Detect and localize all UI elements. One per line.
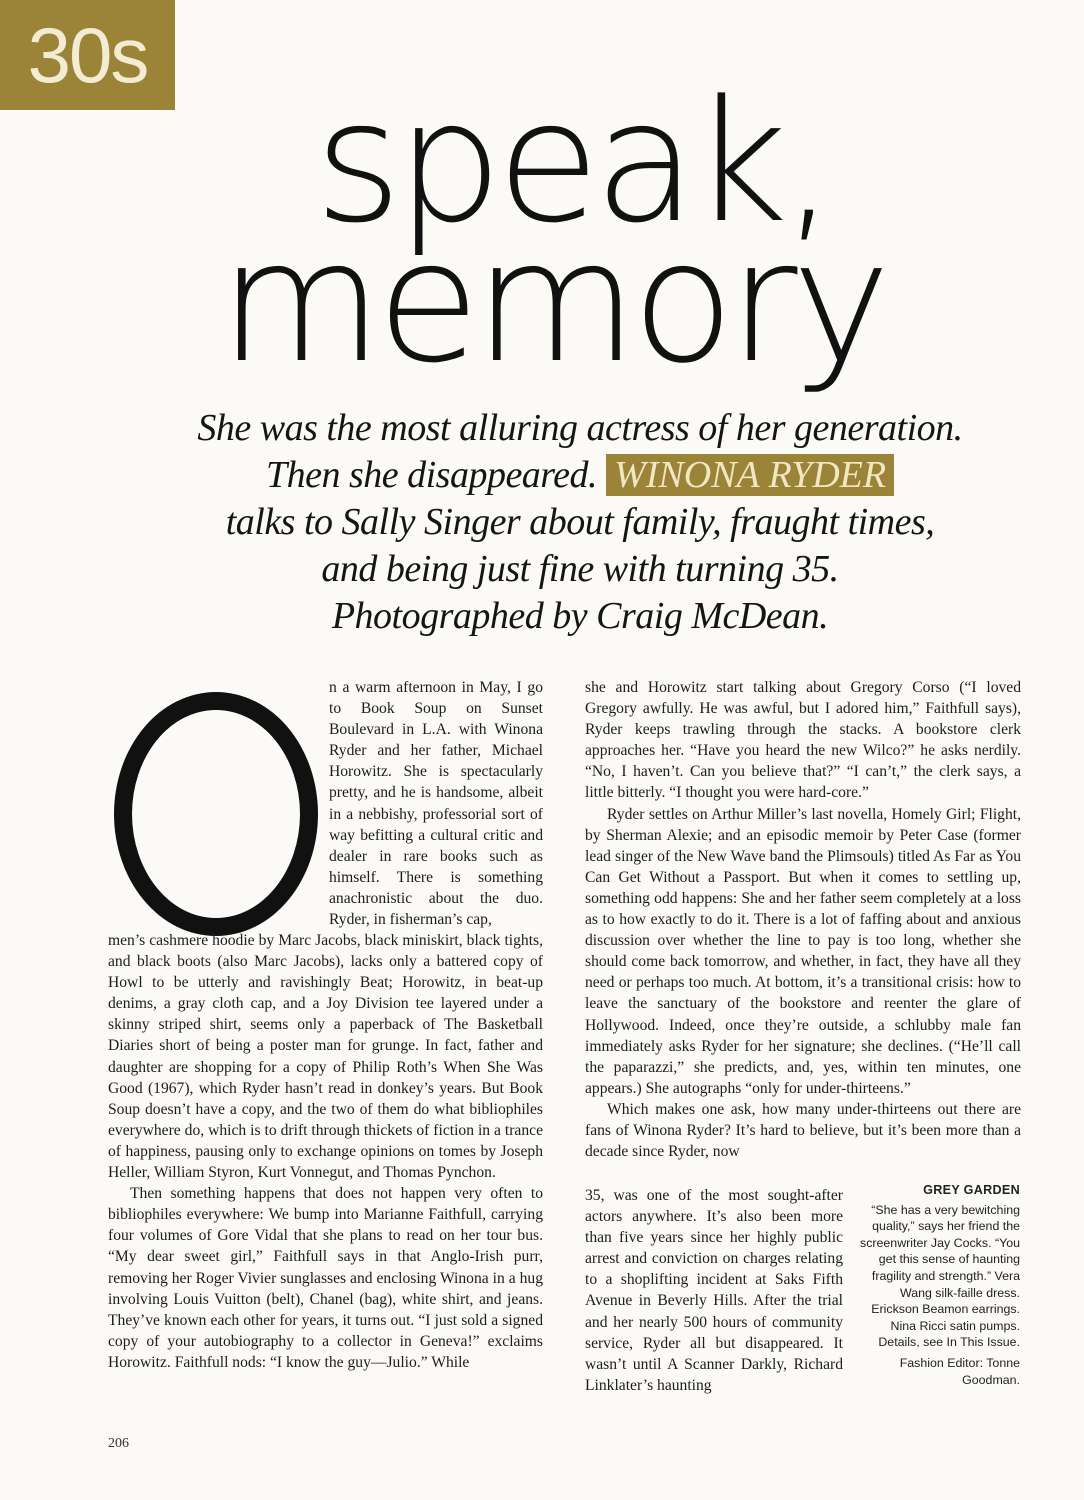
body-paragraph: Which makes one ask, how many under-thirteens out there are fans of Winona Ryder? It’s hard to believe, but it’s been more than a decade since Ryder, now [585, 1100, 1021, 1161]
body-paragraph: she and Horowitz start talking about Gregory Corso (“I loved Gregory awfully. He was awful, but I adored him,” Faithfull says), Ryder keeps trawling through the stacks. A bookstore clerk approaches her. “Have you heard the new Wilco?” he asks nerdily. “No, I haven’t. Can you believe that?” “I can’t,” the clerk says, a little bitterly. “I thought you were hard-core.” [585, 679, 1021, 802]
dek-line-1: She was the most alluring actress of her generation. [197, 407, 963, 449]
dek [90, 405, 1070, 640]
body-paragraph: Then something happens that does not happen very often to bibliophiles everywhere: We bump into Marianne Faithfull, carrying four volumes of Gore Vidal that she plans to read on her tour bus. “My dear sweet girl,” Faithfull says in that Anglo-Irish purr, removing her Roger Vivier sunglasses and enclosing Winona in a hug involving Louis Vuitton (belt), Chanel (bag), white shirt, and jeans. They’ve known each other for years, it turns out. “I just sold a signed copy of your autobiography to a collector in Geneva!” exclaims Horowitz. Faithfull nods: “I know the guy—Julio.” While [108, 1185, 543, 1371]
caption-credit: Fashion Editor: Tonne Goodman. [899, 1355, 1020, 1387]
body-paragraph: Ryder settles on Arthur Miller’s last novella, Homely Girl; Flight, by Sherman Alexie; and an episodic memoir by Peter Case (former lead singer of the New Wave band the Plimsouls) titled As Far as You Can Get Without a Passport. But when it comes to settling up, something odd happens: She and her father seem completely at a loss as to how exactly to do it. There is a lot of faffing about and anxious discussion over whether the line to pay is too long, whether she should come back tomorrow, and whether, in fact, they have all they need or perhaps too much. At bottom, it’s a transitional crisis: how to leave the sanctuary of the bookstore and reenter the glare of Hollywood. Indeed, once they’re outside, a schlubby male fan immediately asks Ryder for her signature; she declines. (“He’ll call the paparazzi,” she predicts, and, yes, within ten minutes, one appears.) She autographs “only for under-thirteens.” [585, 805, 1021, 1097]
body-column-2 [585, 677, 1021, 1162]
page-number: 206 [108, 1436, 129, 1451]
dek-line-2 [90, 452, 1070, 499]
body-paragraph: men’s cashmere hoodie by Marc Jacobs, black miniskirt, black tights, and black boots (also Marc Jacobs), lacks only a battered copy of Howl to be utterly and ravishingly Beat; Horowitz, in beat-up denims, a gray cloth cap, and a Joy Division tee layered under a skinny striped shirt, seems only a paperback of The Basketball Diaries short of being a poster man for grunge. In fact, father and daughter are shopping for a copy of Philip Roth’s When She Was Good (1967), which Ryder hasn’t read in donkey’s years. But Book Soup doesn’t have a copy, and the two of them do what bibliophiles everywhere do, which is to drift through thickets of fiction in a trance of happiness, pausing only to exchange opinions on tomes by Joseph Heller, William Styron, Kurt Vonnegut, and Thomas Pynchon. [108, 932, 543, 1182]
body-paragraph: n a warm afternoon in May, I go to Book Soup on Sunset Boulevard in L.A. with Winona Ryder and her father, Michael Horowitz. She is spectacularly pretty, and he is handsome, albeit in a nebbishy, professorial sort of way befitting a cultural critic and dealer in rare books such as himself. There is something anachronistic about the duo. Ryder, in fisherman’s cap, [329, 679, 543, 929]
dek-line-4: and being just fine with turning 35. [321, 548, 839, 590]
body-column-1-intro [329, 677, 543, 930]
body-column-2-narrow [585, 1185, 843, 1396]
dek-line-5: Photographed by Craig McDean. [331, 595, 829, 637]
subject-name-highlight: WINONA RYDER [606, 454, 894, 496]
drop-cap-o [114, 692, 318, 936]
body-column-1 [108, 930, 543, 1373]
photo-caption [858, 1182, 1020, 1388]
caption-text: “She has a very bewitching quality,” says her friend the screenwriter Jay Cocks. “You get this sense of haunting fragility and strength.” Vera Wang silk-faille dress. Erickson Beamon earrings. Nina Ricci satin pumps. Details, see In This Issue. [860, 1202, 1020, 1350]
headline-line-2: memory [219, 204, 885, 400]
dek-line-2-text: Then she disappeared. [265, 454, 598, 496]
section-tag: 30s [0, 0, 175, 110]
body-paragraph: 35, was one of the most sought-after actors anywhere. It’s also been more than five years since her highly public arrest and conviction on charges relating to a shoplifting incident at Saks Fifth Avenue in Beverly Hills. After the trial and her nearly 500 hours of community service, Ryder all but disappeared. It wasn’t until A Scanner Darkly, Richard Linklater’s haunting [585, 1187, 843, 1394]
caption-heading: GREY GARDEN [923, 1183, 1020, 1197]
dek-line-3: talks to Sally Singer about family, fraught times, [225, 501, 935, 543]
headline-line-1: speak, [314, 64, 830, 260]
